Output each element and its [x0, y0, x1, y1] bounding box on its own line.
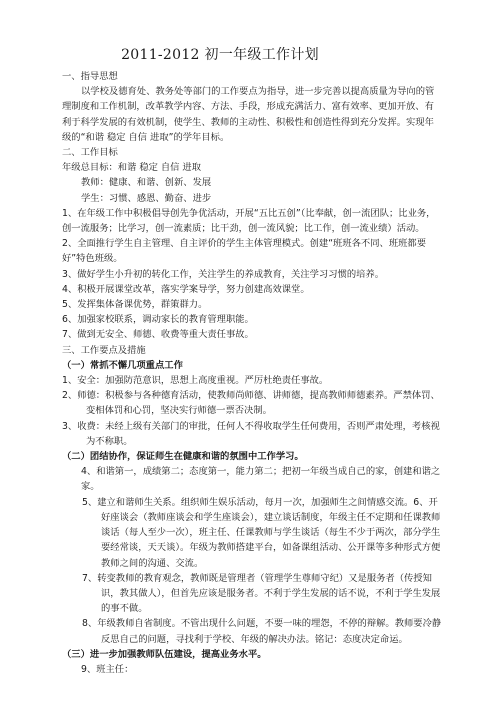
- paragraph: （二）团结协作，保证师生在健康和谐的氛围中工作学习。: [62, 451, 304, 463]
- paragraph: 三、工作要点及措施: [62, 344, 146, 356]
- paragraph: 2、师德：积极参与各种德育活动，使教师尚师德、讲师德，提高教师师德素养。严禁体罚、变相体罚和心罚，坚决实行师德一票否决制。: [62, 390, 440, 417]
- paragraph: 2、全面推行学生自主管理、自主评价的学生主体管理模式。创建“班班各不同、班班都要好”特色班级。: [62, 238, 427, 265]
- paragraph: 7、做到无安全、师德、收费等重大责任事故。: [62, 329, 254, 341]
- paragraph: 1、安全：加强防范意识，思想上高度重视。严厉杜绝责任事故。: [62, 375, 329, 387]
- paragraph: 6、加强家校联系，调动家长的教育管理职能。: [62, 314, 254, 326]
- paragraph: 一、指导思想: [62, 71, 118, 82]
- paragraph: 3、做好学生小升初的转化工作，关注学生的养成教育，关注学习习惯的培养。: [62, 268, 385, 280]
- paragraph: 5、建立和谐师生关系。组织师生娱乐活动，每月一次，加强师生之间情感交流。6、开好座谈会（教师座谈会和学生座谈会），建立谈话制度，年级主任不定期和任课教师谈话（每人至少一次），班主任、任课教师与学生谈话（每生不少于两次，部分学生要经常谈，天天谈）。年级为教师搭建平台，如备课组活动、公开课等多种形式方便教师之间的沟通、交流。: [82, 496, 441, 569]
- paragraph: 以学校及德育处、教务处等部门的工作要点为指导，进一步完善以提高质量为导向的管理制度和工作机制，改革教学内容、方法、手段，形成充满活力、富有效率、更加开放、有利于科学发展的有效机制，使学生、教师的主动性、积极性和创造性得到充分发挥。实现年级的“和谐 稳定 自信 进取”的学年目标。: [62, 86, 435, 143]
- paragraph: 5、发挥集体备课优势，群策群力。: [62, 299, 208, 311]
- paragraph: 二、工作目标: [62, 147, 118, 159]
- document-body: [62, 69, 442, 677]
- paragraph: 9、班主任：: [81, 663, 134, 675]
- paragraph: 7、转变教师的教育观念，教师既是管理者（管理学生尊师守纪）又是服务者（传授知识，教其做人），但首先应该是服务者。不利于学生发展的话不说，不利于学生发展的事不做。: [82, 572, 441, 615]
- paragraph: （一）常抓不懈几项重点工作: [62, 359, 183, 371]
- paragraph: 3、收费：未经上级有关部门的审批，任何人不得收取学生任何费用，否则严肃处理，考核视为不称职。: [62, 420, 440, 447]
- paragraph: 8、年级教师自省制度。不管出现什么问题，不要一味的埋怨，不停的辩解。教师要冷静反思自己的问题，寻找利于学校、年级的解决办法。铭记：态度决定命运。: [82, 618, 442, 645]
- document-title: 2011-2012 初一年级工作计划: [121, 47, 319, 63]
- paragraph: 年级总目标：和谐 稳定 自信 进取: [62, 162, 202, 174]
- paragraph: 学生：习惯、感恩、勤奋、进步: [81, 192, 212, 204]
- paragraph: 1、在年级工作中积极倡导创先争优活动，开展“五比五创”（比奉献，创一流团队；比业务，创一流服务；比学习，创一流素质；比干劲，创一流风貌；比工作，创一流业绩）活动。: [62, 207, 436, 235]
- paragraph: 4、和谐第一，成绩第二；态度第一，能力第二；把初一年级当成自己的家，创建和谐之家。: [81, 466, 441, 493]
- paragraph: 4、积极开展课堂改革，落实学案导学，努力创建高效课堂。: [62, 283, 310, 295]
- paragraph: （三）进一步加强教师队伍建设，提高业务水平。: [62, 648, 267, 660]
- paragraph: 教师：健康、和谐、创新、发展: [81, 177, 212, 189]
